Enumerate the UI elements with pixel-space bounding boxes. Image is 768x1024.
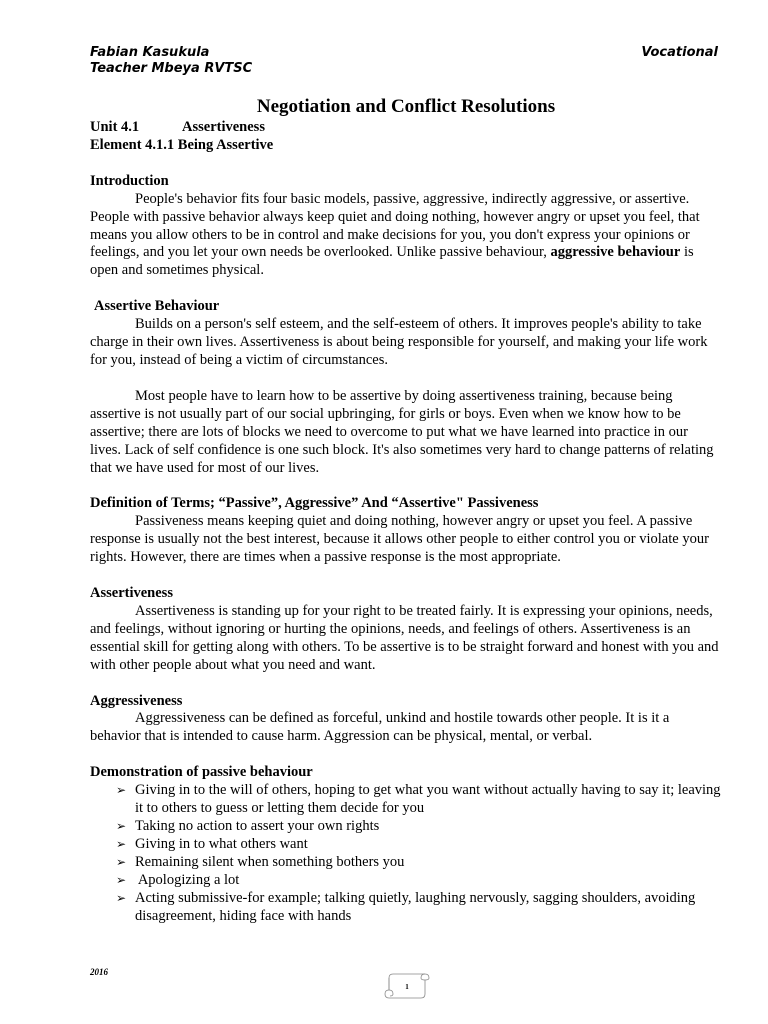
author-name: Fabian Kasukula bbox=[90, 45, 210, 60]
assertive-behaviour-paragraph-1: Builds on a person's self esteem, and the self-esteem of others. It improves people's ability to take charge in their own lives. Assertiveness is about being responsible for yourself, and making your life work for you, instead of being a victim of circumstances. bbox=[90, 316, 708, 368]
arrow-bullet-icon: ➢ bbox=[116, 783, 127, 798]
intro-paragraph bbox=[90, 191, 722, 281]
unit-number: Unit 4.1 bbox=[90, 119, 140, 135]
element-line: Element 4.1.1 Being Assertive bbox=[90, 136, 274, 153]
assertive-behaviour-heading: Assertive Behaviour bbox=[94, 298, 220, 315]
document-body bbox=[90, 95, 722, 925]
list-item: ➢ Acting submissive-for example; talking quietly, laughing nervously, sagging shoulders, avoiding disagreement, hiding face with hands bbox=[116, 889, 696, 924]
list-item: ➢ Apologizing a lot bbox=[116, 871, 240, 888]
demonstration-heading: Demonstration of passive behaviour bbox=[90, 764, 313, 781]
footer-year: 2016 bbox=[90, 967, 108, 977]
unit-name: Assertiveness bbox=[182, 119, 265, 135]
author-role: Teacher Mbeya RVTSC bbox=[90, 61, 253, 76]
intro-heading: Introduction bbox=[90, 172, 169, 189]
passiveness-paragraph: Passiveness means keeping quiet and doing nothing, however angry or upset you feel. A passive response is usually not the best interest, because it allows other people to either control you or violate your rights. However, there are times when a passive response is the most appropriate. bbox=[90, 513, 709, 566]
assertiveness-heading: Assertiveness bbox=[90, 585, 173, 602]
intro-text: People's behavior fits four basic models, passive, aggressive, indirectly aggressive, or assertive. People with passive behavior always keep quiet and doing nothing, however angry or upset you feel, that means you allow others to be in control and make decisions for you, you don't express your opinions or feelings, and you let your own needs be overlooked. Unlike passive behaviour, bbox=[90, 190, 700, 261]
aggressiveness-paragraph: Aggressiveness can be defined as forceful, unkind and hostile towards other people. It is it a behavior that is intended to cause harm. Aggression can be physical, mental, or verbal. bbox=[90, 710, 670, 745]
unit-line bbox=[90, 119, 722, 137]
document-title: Negotiation and Conflict Resolutions bbox=[256, 96, 556, 117]
list-item: ➢ Taking no action to assert your own rights bbox=[116, 818, 380, 834]
arrow-bullet-icon: ➢ bbox=[116, 819, 127, 833]
page-number: 1 bbox=[405, 983, 409, 991]
intro-bold-text: aggressive behaviour bbox=[550, 244, 681, 261]
passive-behaviour-list bbox=[90, 782, 722, 925]
aggressiveness-heading: Aggressiveness bbox=[90, 692, 183, 709]
assertiveness-paragraph: Assertiveness is standing up for your right to be treated fairly. It is expressing your opinions, needs, and feelings, without ignoring or hurting the opinions, needs, and feelings of others. Assertiveness is an essential skill for getting along with others. To be assertive is to be straight forward and honest with you and with other people about what you need and want. bbox=[90, 602, 719, 673]
list-item: ➢ Giving in to what others want bbox=[116, 835, 308, 852]
page-number-scroll bbox=[383, 970, 431, 1002]
list-item: ➢ Remaining silent when something bothers you bbox=[116, 853, 405, 870]
header-left bbox=[90, 45, 252, 77]
header-right-label: Vocational bbox=[641, 45, 718, 60]
arrow-bullet-icon: ➢ bbox=[116, 854, 127, 869]
intro-text-end: is open and sometimes physical. bbox=[90, 244, 694, 279]
list-item: ➢ Giving in to the will of others, hoping to get what you want without actually having to say it; leaving it to others to guess or letting them decide for you bbox=[116, 782, 721, 817]
arrow-bullet-icon: ➢ bbox=[116, 872, 127, 887]
assertive-behaviour-paragraph-2: Most people have to learn how to be assertive by doing assertiveness training, because being assertive is not usually part of our social upbringing, for girls or boys. Even when we know how to be assertive; there are lots of blocks we need to overcome to put what we have learned into practice in our lives. Lack of self confidence is one such block. It's also sometimes very hard to change patterns of relating that we have used for most of our lives. bbox=[90, 387, 714, 476]
definitions-heading: Definition of Terms; “Passive”, Aggressive” And “Assertive" Passiveness bbox=[90, 495, 539, 512]
arrow-bullet-icon: ➢ bbox=[116, 890, 127, 905]
arrow-bullet-icon: ➢ bbox=[116, 836, 127, 851]
